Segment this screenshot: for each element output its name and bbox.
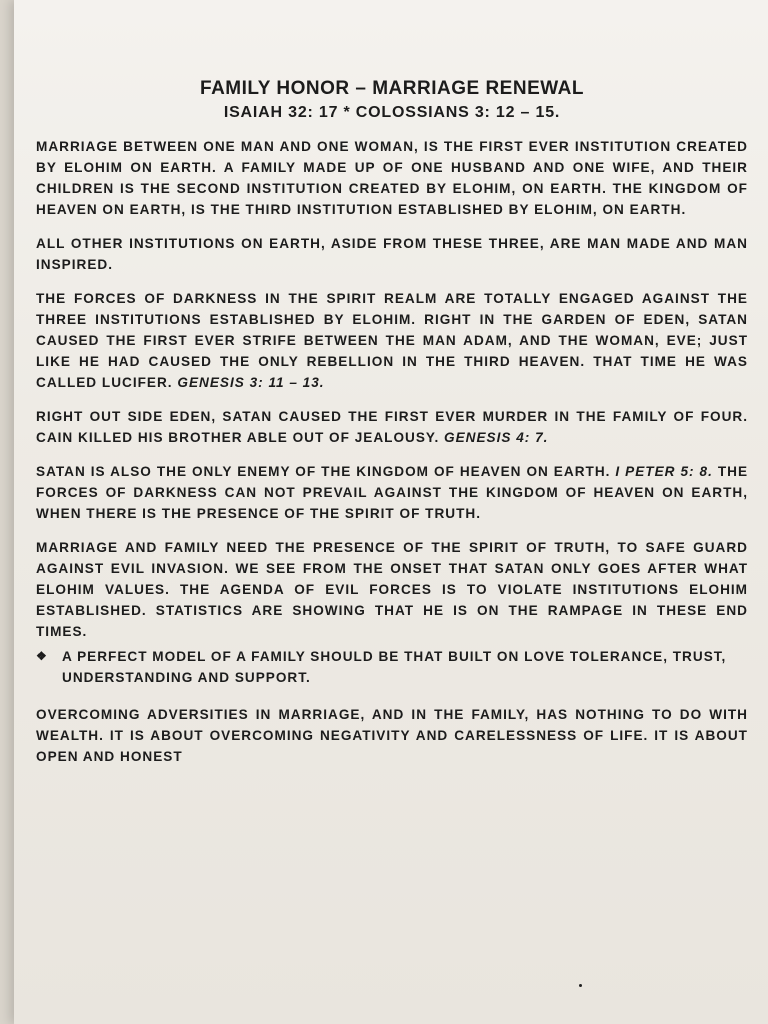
bullet-text: A PERFECT MODEL OF A FAMILY SHOULD BE THAT BUILT ON LOVE TOLERANCE, TRUST, UNDERSTANDING AND SUPPORT. xyxy=(62,649,727,685)
scripture-reference-heading: ISAIAH 32: 17 * COLOSSIANS 3: 12 – 15. xyxy=(223,104,561,121)
paper-sheet xyxy=(14,0,768,1024)
scripture-reference: GENESIS 3: 11 – 13. xyxy=(177,375,325,390)
paragraph-first-murder: RIGHT OUT SIDE EDEN, SATAN CAUSED THE FIRST EVER MURDER IN THE FAMILY OF FOUR. CAIN KILLED HIS BROTHER ABLE OUT OF JEALOUSY. GENESIS 4: 7. xyxy=(36,409,748,445)
document-body xyxy=(36,78,748,780)
bullet-diamond-icon: ❖ xyxy=(36,649,48,663)
paragraph-institutions: MARRIAGE BETWEEN ONE MAN AND ONE WOMAN, IS THE FIRST EVER INSTITUTION CREATED BY ELOHIM ON EARTH. A FAMILY MADE UP OF ONE HUSBAND AND ONE WIFE, AND THEIR CHILDREN IS THE SECOND INSTITUTION CREATED BY ELOHIM, ON EARTH. THE KINGDOM OF HEAVEN ON EARTH, IS THE THIRD INSTITUTION ESTABLISHED BY ELOHIM, ON EARTH. xyxy=(36,139,748,217)
scripture-reference: GENESIS 4: 7. xyxy=(444,430,549,445)
paragraph-overcoming-adversities: OVERCOMING ADVERSITIES IN MARRIAGE, AND IN THE FAMILY, HAS NOTHING TO DO WITH WEALTH. IT IS ABOUT OVERCOMING NEGATIVITY AND CARELESSNESS OF LIFE. IT IS ABOUT OPEN AND HONEST xyxy=(36,707,748,764)
paragraph-enemy-of-kingdom: SATAN IS ALSO THE ONLY ENEMY OF THE KINGDOM OF HEAVEN ON EARTH. I PETER 5: 8. THE FORCES OF DARKNESS CAN NOT PREVAIL AGAINST THE KINGDOM OF HEAVEN ON EARTH, WHEN THERE IS THE PRESENCE OF THE SPIRIT OF TRUTH. xyxy=(36,464,749,521)
ink-speck xyxy=(579,984,582,987)
paragraph-spirit-of-truth: MARRIAGE AND FAMILY NEED THE PRESENCE OF THE SPIRIT OF TRUTH, TO SAFE GUARD AGAINST EVIL INVASION. WE SEE FROM THE ONSET THAT SATAN ONLY GOES AFTER WHAT ELOHIM VALUES. THE AGENDA OF EVIL FORCES IS TO VIOLATE INSTITUTIONS ELOHIM ESTABLISHED. STATISTICS ARE SHOWING THAT HE IS ON THE RAMPAGE IN THESE END TIMES. xyxy=(36,540,748,639)
document-title: FAMILY HONOR – MARRIAGE RENEWAL xyxy=(200,78,584,99)
paragraph-forces-of-darkness: THE FORCES OF DARKNESS IN THE SPIRIT REALM ARE TOTALLY ENGAGED AGAINST THE THREE INSTITUTIONS ESTABLISHED BY ELOHIM. RIGHT IN THE GARDEN OF EDEN, SATAN CAUSED THE FIRST EVER STRIFE BETWEEN THE MAN ADAM, AND THE WOMAN, EVE; JUST LIKE HE HAD CAUSED THE ONLY REBELLION IN THE THIRD HEAVEN. THAT TIME HE WAS CALLED LUCIFER. GENESIS 3: 11 – 13. xyxy=(36,291,748,390)
paragraph-man-made: ALL OTHER INSTITUTIONS ON EARTH, ASIDE FROM THESE THREE, ARE MAN MADE AND MAN INSPIRED. xyxy=(36,236,748,272)
scripture-reference: I PETER 5: 8. xyxy=(615,464,713,479)
bullet-item xyxy=(36,646,748,688)
